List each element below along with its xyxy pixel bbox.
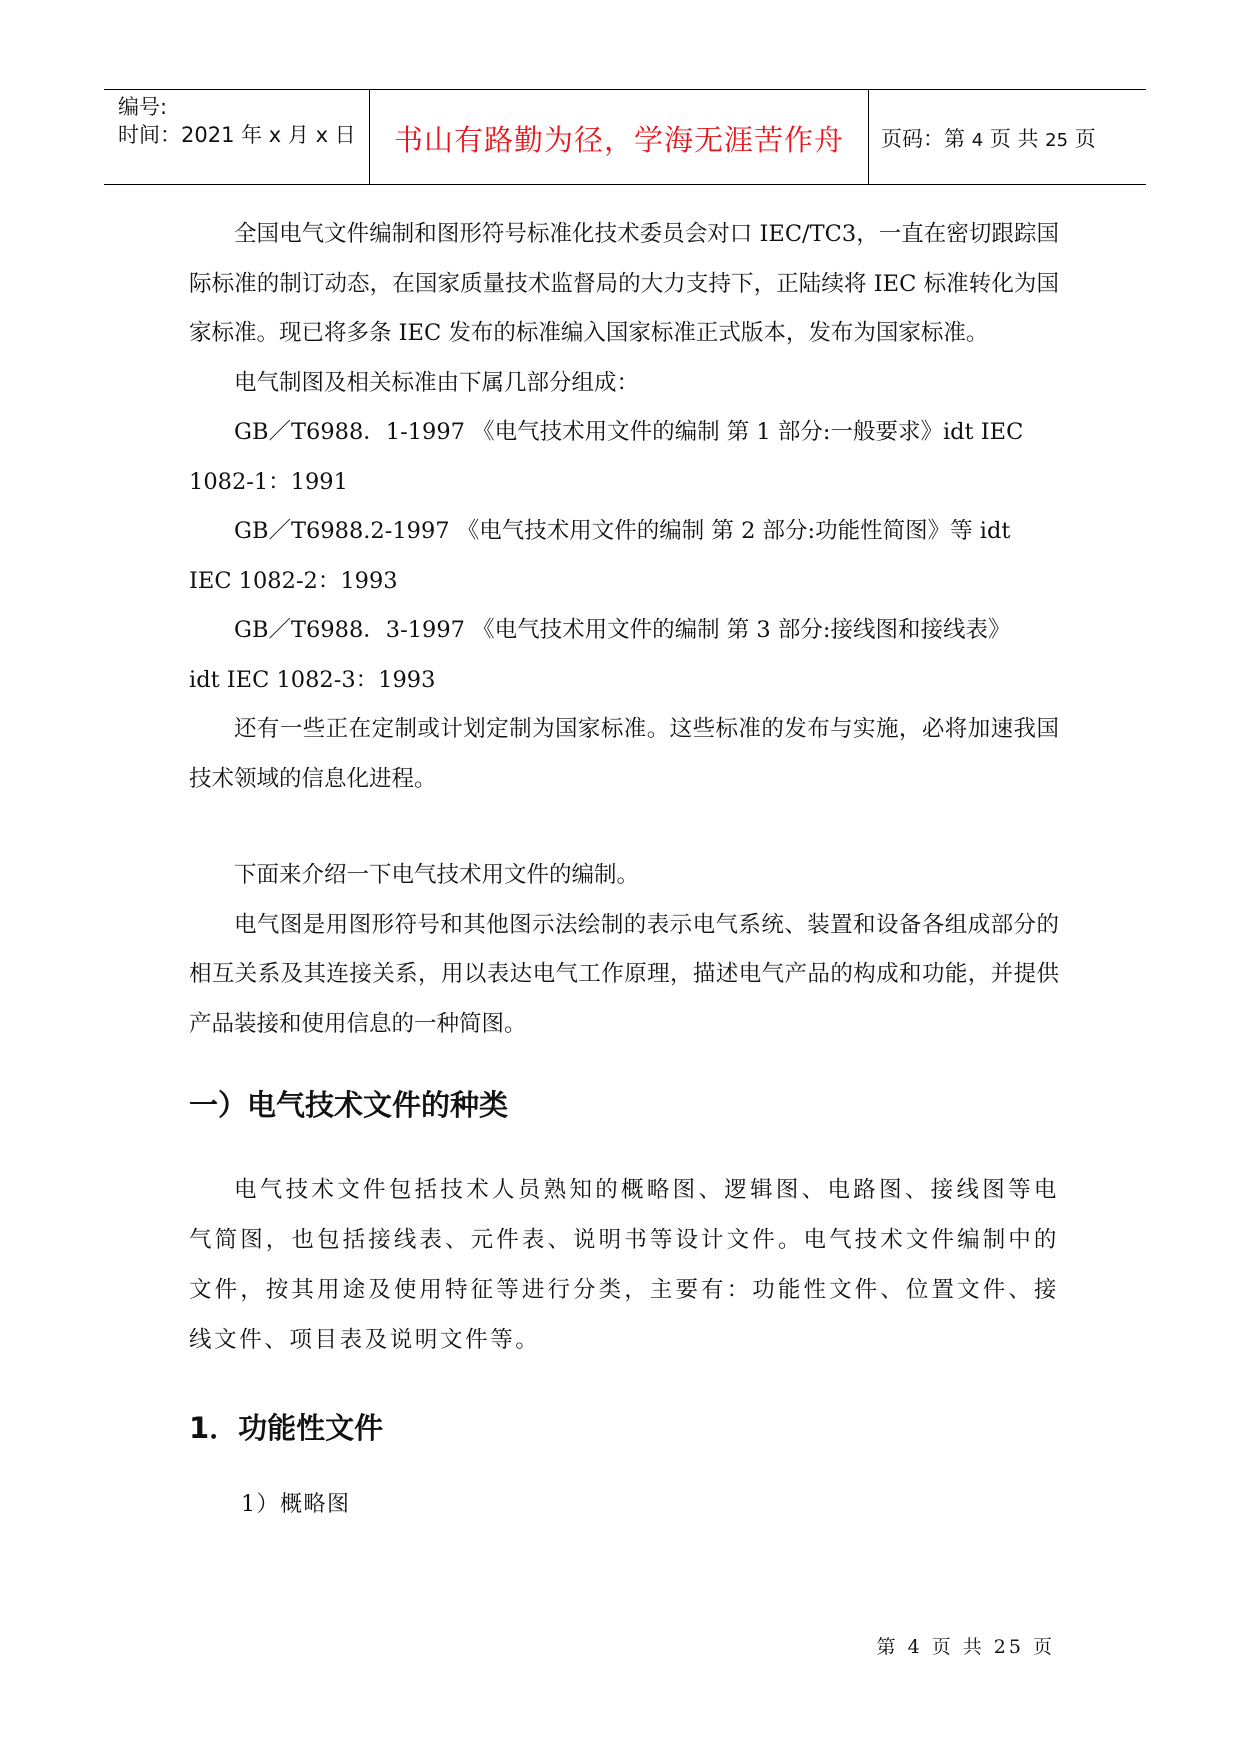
document-time-label: 时间：2021 年 x 月 x 日	[118, 123, 356, 147]
page-mid: 页 共	[983, 127, 1046, 151]
subsection-heading-1: 1．功能性文件	[189, 1411, 384, 1445]
paragraph-document-types: 电气技术文件包括技术人员熟知的概略图、逻辑图、电路图、接线图等电气简图，也包括接线表、元件表、说明书等设计文件。电气技术文件编制中的文件，按其用途及使用特征等进行分类，主要有：功能性文件、位置文件、接线文件、项目表及说明文件等。	[189, 1177, 1059, 1353]
header-page-info	[881, 123, 1096, 153]
page-prefix: 页码：第	[881, 127, 972, 151]
paragraph-definition: 电气图是用图形符号和其他图示法绘制的表示电气系统、装置和设备各组成部分的相互关系及其连接关系，用以表达电气工作原理，描述电气产品的构成和功能，并提供产品装接和使用信息的一种简图。	[189, 911, 1059, 1037]
standard-2-line-2: IEC 1082-2：1993	[189, 567, 398, 594]
paragraph-standards-intro: 电气制图及相关标准由下属几部分组成：	[234, 369, 640, 396]
header-page-cell	[869, 90, 1146, 184]
standard-1-line-2: 1082-1：1991	[189, 468, 348, 495]
document-body	[189, 210, 1059, 1525]
section-1-body	[189, 1165, 1059, 1365]
header-motto-cell	[369, 90, 869, 184]
header-left-cell	[104, 90, 368, 184]
header-motto: 书山有路勤为径，学海无涯苦作舟	[393, 123, 844, 157]
page-current: 4	[971, 130, 984, 151]
paragraph-spacer	[189, 804, 1059, 851]
standard-3-line-2: idt IEC 1082-3：1993	[189, 666, 436, 693]
page-total: 25	[1045, 130, 1069, 151]
paragraph-introduction-topic: 下面来介绍一下电气技术用文件的编制。	[234, 862, 640, 888]
standard-1-line-1: GB／T6988．1-1997 《电气技术用文件的编制 第 1 部分:一般要求》idt IEC	[234, 419, 1024, 445]
paragraph-future-standards: 还有一些正在定制或计划定制为国家标准。这些标准的发布与实施，必将加速我国技术领域的信息化进程。	[189, 716, 1059, 792]
document-number-label: 编号:	[118, 95, 168, 119]
header-table	[104, 89, 1146, 185]
section-heading-1: 一）电气技术文件的种类	[189, 1088, 509, 1122]
standard-3-line-1: GB／T6988．3-1997 《电气技术用文件的编制 第 3 部分:接线图和接线表》	[234, 617, 1011, 643]
standard-2-line-1: GB／T6988.2-1997 《电气技术用文件的编制 第 2 部分:功能性简图》等 idt	[234, 518, 1011, 544]
page-suffix: 页	[1068, 127, 1096, 151]
list-item-overview-diagram: 1）概略图	[241, 1492, 351, 1517]
paragraph-intro: 全国电气文件编制和图形符号标准化技术委员会对口 IEC/TC3，一直在密切跟踪国际标准的制订动态，在国家质量技术监督局的大力支持下，正陆续将 IEC 标准转化为国家标准。现已将多条 IEC 发布的标准编入国家标准正式版本，发布为国家标准。	[189, 221, 1059, 346]
page-footer: 第 4 页 共 25 页	[876, 1636, 1055, 1658]
